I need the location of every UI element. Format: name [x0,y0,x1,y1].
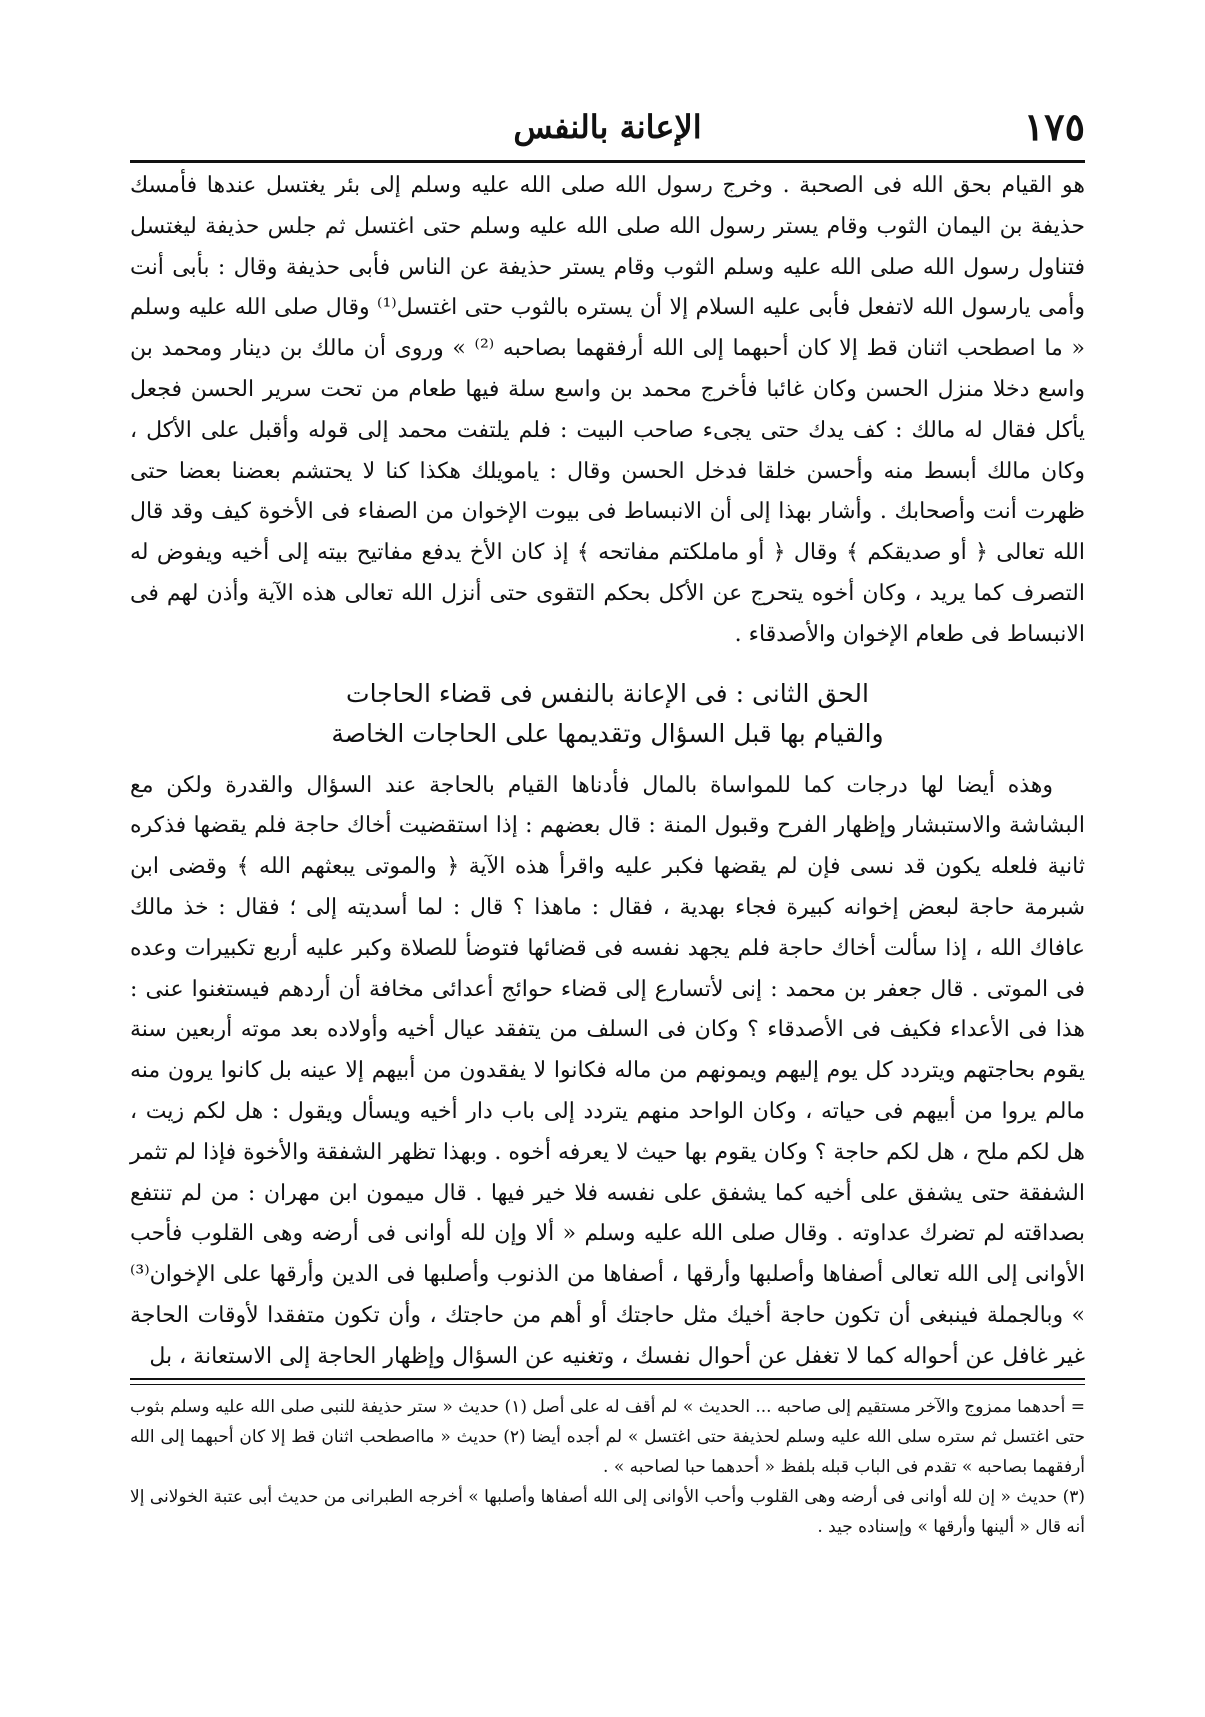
section-heading-line-1: الحق الثانى : فى الإعانة بالنفس فى قضاء الحاجات [346,678,869,708]
footnote-block-1: = أحدهما ممزوج والآخر مستقيم إلى صاحبه ... الحديث » لم أقف له على أصل (١) حديث « ستر حذيفة للنبى صلى الله عليه وسلم بثوب حتى اغتسل ثم ستره سلى الله عليه وسلم لحذيفة حتى اغتسل » لم أجده أيضا (٢) حديث « مااصطحب اثنان قط إلا كان أحبهما إلى الله أرفقهما بصاحبه » تقدم فى الباب قبله بلفظ « أحدهما حبا لصاحبه » . [130,1397,1086,1477]
running-title: الإعانة بالنفس [513,108,702,146]
footnote-block-2: (٣) حديث « إن لله أوانى فى أرضه وهى القلوب وأحب الأوانى إلى الله أصفاها وأصلبها » أخرجه الطبرانى من حديث أبى عتبة الخولانى إلا أنه قال « ألينها وأرقها » وإسناده جيد . [130,1487,1085,1537]
footnotes [130,1392,1085,1542]
page-number: ١٧٥ [1023,104,1085,149]
paragraph-2: وهذه أيضا لها درجات كما للمواساة بالمال فأدناها القيام بالحاجة عند السؤال والقدرة ولكن مع البشاشة والاستبشار وإظهار الفرح وقبول المنة : قال بعضهم : إذا استقضيت أخاك حاجة فلم يقضها فذكره ثانية فلعله يكون قد نسى فإن لم يقضها فكبر عليه واقرأ هذه الآية ﴿ والموتى يبعثهم الله ﴾ وقضى ابن شبرمة حاجة لبعض إخوانه كبيرة فجاء بهدية ، فقال : ماهذا ؟ قال : لما أسديته إلى ؛ فقال : خذ مالك عافاك الله ، إذا سألت أخاك حاجة فلم يجهد نفسه فى قضائها فتوضأ للصلاة وكبر عليه أربع تكبيرات وعده فى الموتى . قال جعفر بن محمد : إنى لأتسارع إلى قضاء حوائج أعدائى مخافة أن أردهم فيستغنوا عنى : هذا فى الأعداء فكيف فى الأصدقاء ؟ وكان فى السلف من يتفقد عيال أخيه وأولاده بعد موته أربعين سنة يقوم بحاجتهم ويتردد كل يوم إليهم ويمونهم من ماله فكانوا لا يفقدون من أبيهم إلا عينه بل كانوا يرون منه مالم يروا من أبيهم فى حياته ، وكان الواحد منهم يتردد إلى باب دار أخيه ويسأل ويقول : هل لكم زيت ، هل لكم ملح ، هل لكم حاجة ؟ وكان يقوم بها حيث لا يعرفه أخوه . وبهذا تظهر الشفقة والأخوة فإذا لم تثمر الشفقة حتى يشفق على أخيه كما يشفق على نفسه فلا خير فيها . قال ميمون ابن مهران : من لم تنتفع بصداقته لم تضرك عداوته . وقال صلى الله عليه وسلم « ألا وإن لله أوانى فى أرضه وهى القلوب فأحب الأوانى إلى الله تعالى أصفاها وأصلبها وأرقها ، أصفاها من الذنوب وأصلبها فى الدين وأرقها على الإخوان⁽³⁾ » وبالجملة فينبغى أن تكون حاجة أخيك مثل حاجتك أو أهم من حاجتك ، وأن تكون متفقدا لأوقات الحاجة غير غافل عن أحواله كما لا تغفل عن أحوال نفسك ، وتغنيه عن السؤال وإظهار الحاجة إلى الاستعانة ، بل [130,772,1085,1369]
paragraph-1: هو القيام بحق الله فى الصحبة . وخرج رسول الله صلى الله عليه وسلم إلى بئر يغتسل عندها فأمسك حذيفة بن اليمان الثوب وقام يستر رسول الله صلى الله عليه وسلم حتى اغتسل ثم جلس حذيفة ليغتسل فتناول رسول الله صلى الله عليه وسلم الثوب وقام يستر حذيفة عن الناس فأبى حذيفة وقال : بأبى أنت وأمى يارسول الله لاتفعل فأبى عليه السلام إلا أن يستره بالثوب حتى اغتسل⁽¹⁾ وقال صلى الله عليه وسلم « ما اصطحب اثنان قط إلا كان أحبهما إلى الله أرفقهما بصاحبه ⁽²⁾ » وروى أن مالك بن دينار ومحمد بن واسع دخلا منزل الحسن وكان غائبا فأخرج محمد بن واسع سلة فيها طعام من تحت سرير الحسن فجعل يأكل فقال له مالك : كف يدك حتى يجىء صاحب البيت : فلم يلتفت محمد إلى قوله وأقبل على الأكل ، وكان مالك أبسط منه وأحسن خلقا فدخل الحسن وقال : يامويلك هكذا كنا لا يحتشم بعضنا بعضا حتى ظهرت أنت وأصحابك . وأشار بهذا إلى أن الانبساط فى بيوت الإخوان من الصفاء فى الأخوة كيف وقد قال الله تعالى ﴿ أو صديقكم ﴾ وقال ﴿ أو ماملكتم مفاتحه ﴾ إذ كان الأخ يدفع مفاتيح بيته إلى أخيه ويفوض له التصرف كما يريد ، وكان أخوه يتحرج عن الأكل بحكم التقوى حتى أنزل الله تعالى هذه الآية وأذن لهم فى الانبساط فى طعام الإخوان والأصدقاء . [130,173,1086,647]
section-heading [130,674,1085,754]
footnote-rule-top [130,1378,1085,1380]
section-heading-line-2: والقيام بها قبل السؤال وتقديمها على الحاجات الخاصة [331,718,884,748]
main-text [130,166,1085,1378]
page-header [130,104,1085,160]
footnote-rule-bottom [130,1384,1085,1385]
header-rule [130,160,1085,163]
